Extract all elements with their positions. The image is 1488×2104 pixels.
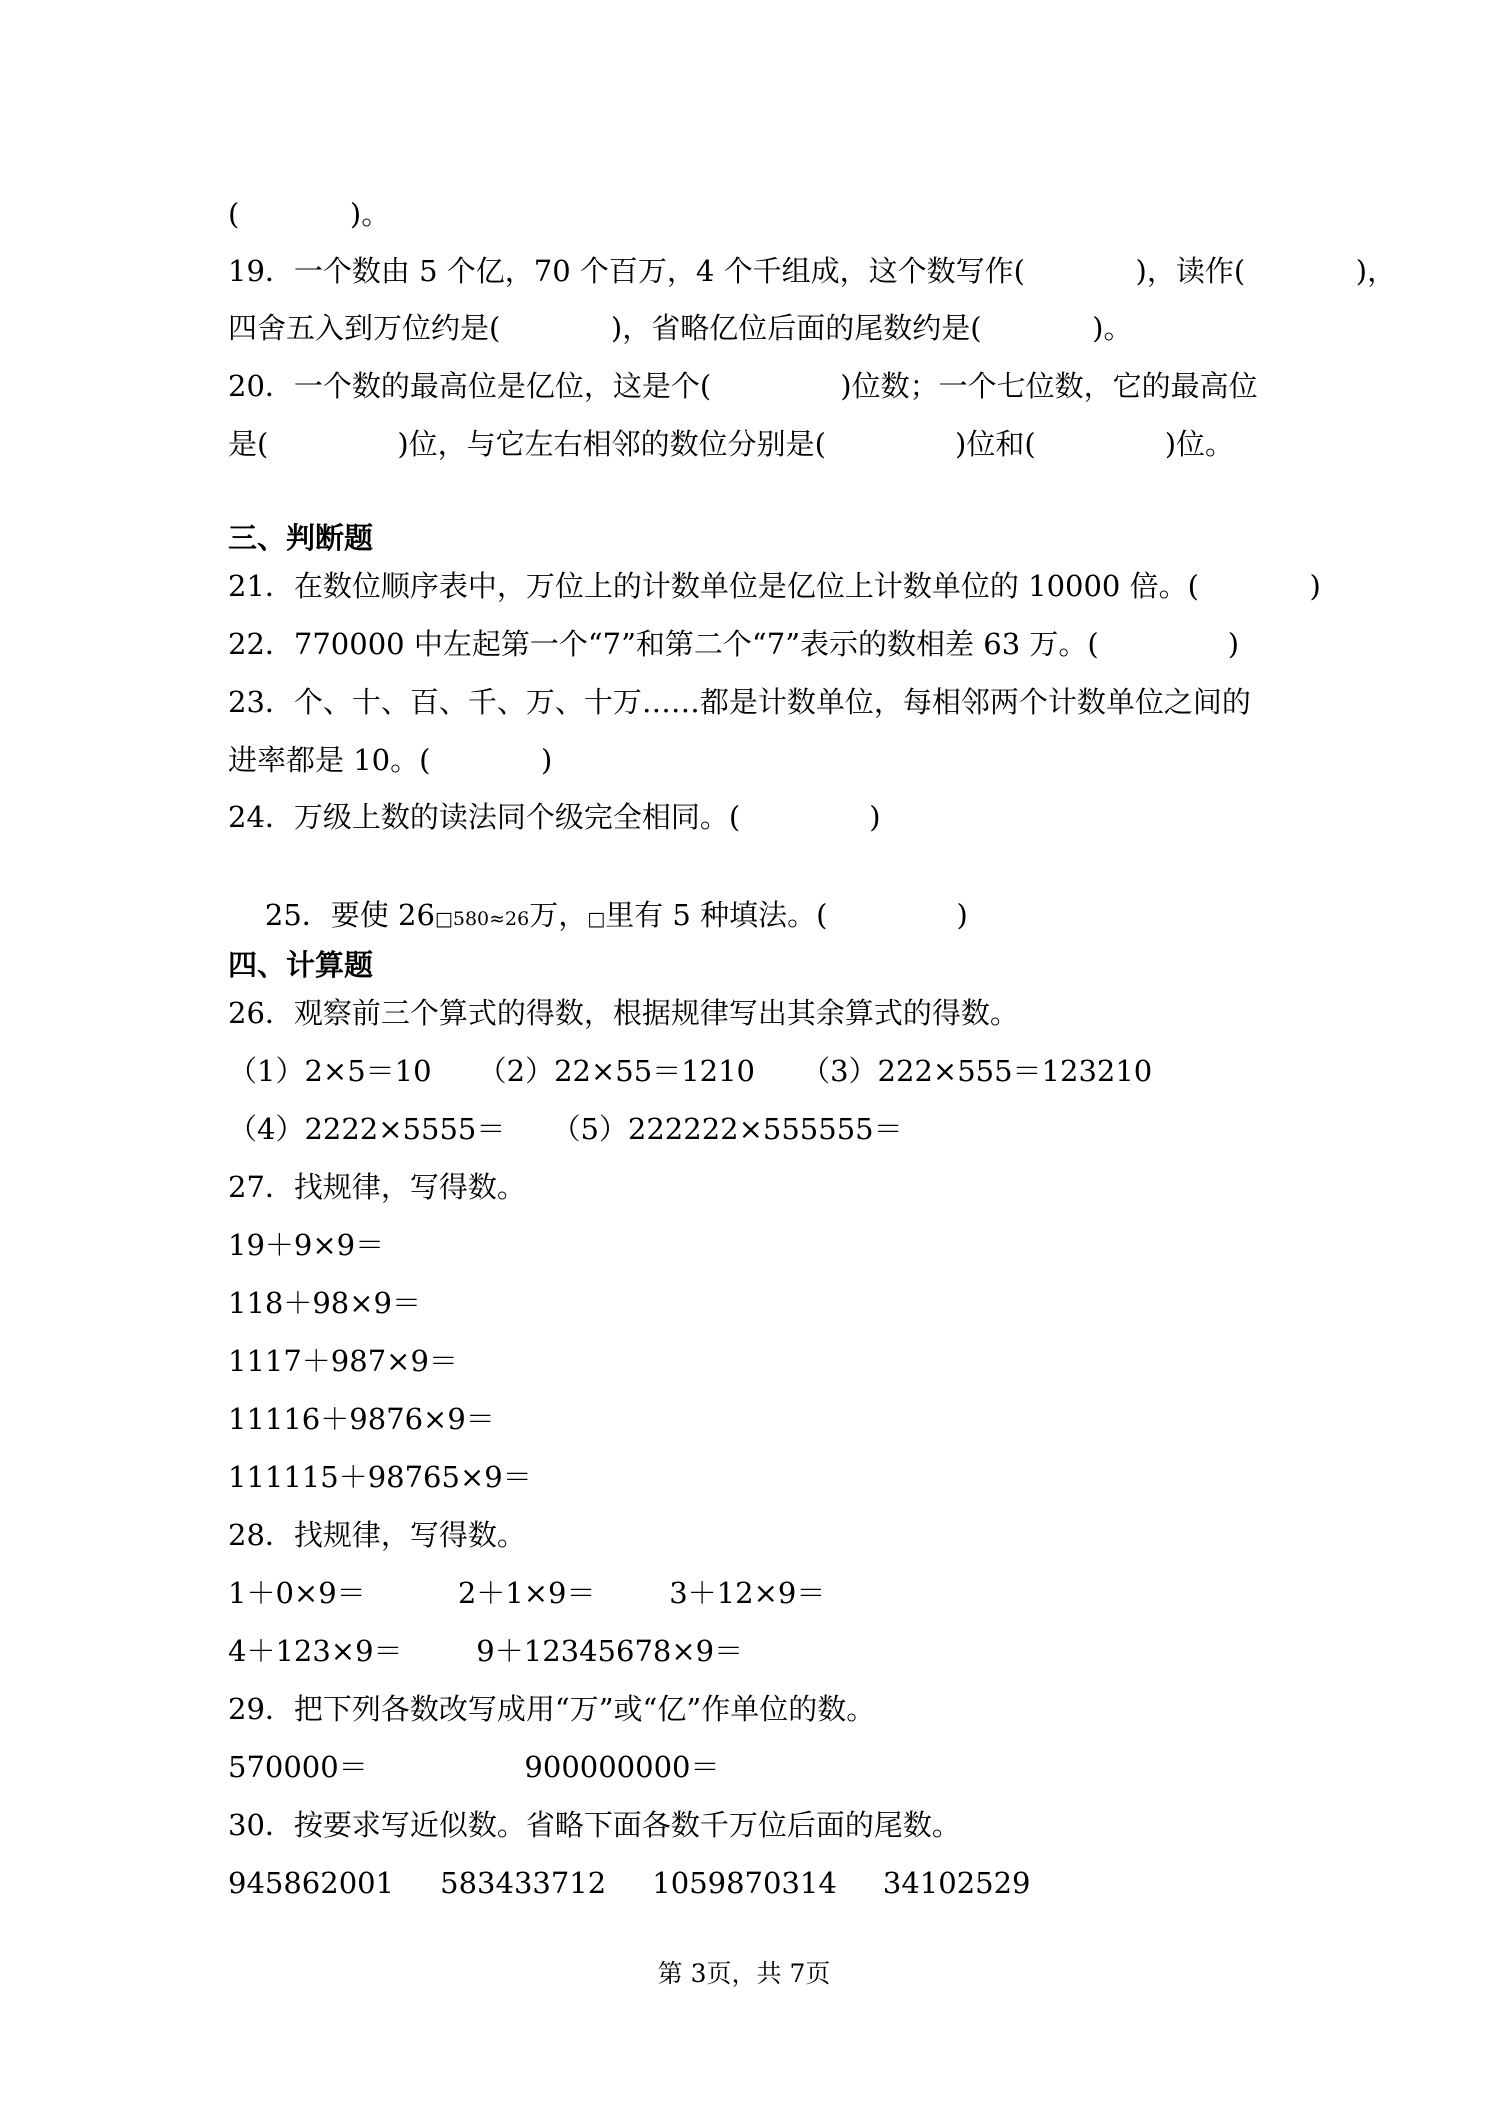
section-heading-calculation: 四、计算题 <box>228 948 374 982</box>
q26-row-1: （1）2×5＝10 （2）22×55＝1210 （3）222×555＝123210 <box>228 1054 1153 1088</box>
q18-continuation: ( )。 <box>228 197 391 231</box>
q25-suffix: 里有 5 种填法。( ) <box>605 898 968 932</box>
q28: 28．找规律，写得数。 <box>228 1518 526 1552</box>
q22: 22．770000 中左起第一个“7”和第二个“7”表示的数相差 63 万。( ) <box>228 627 1240 661</box>
q26: 26．观察前三个算式的得数，根据规律写出其余算式的得数。 <box>228 996 1019 1030</box>
q19-line-2: 四舍五入到万位约是( )，省略亿位后面的尾数约是( )。 <box>228 311 1133 345</box>
q23-line-1: 23．个、十、百、千、万、十万……都是计数单位，每相邻两个计数单位之间的 <box>228 685 1251 719</box>
q20-line-2: 是( )位，与它左右相邻的数位分别是( )位和( )位。 <box>228 427 1235 461</box>
q29-row: 570000＝ 900000000＝ <box>228 1750 720 1784</box>
q25-approx: 580≈26 <box>452 908 530 930</box>
q29: 29．把下列各数改写成用“万”或“亿”作单位的数。 <box>228 1692 876 1726</box>
blank-box-icon: □ <box>587 908 606 930</box>
q26-row-2: （4）2222×5555＝ （5）222222×555555＝ <box>228 1112 903 1146</box>
q25-prefix: 25．要使 26 <box>264 898 435 932</box>
q25-unit: 万， <box>529 898 588 932</box>
page-footer: 第 3页，共 7页 <box>657 1959 831 1988</box>
q27-expr-3: 1117＋987×9＝ <box>228 1344 458 1378</box>
q27: 27．找规律，写得数。 <box>228 1170 526 1204</box>
q30-numbers: 945862001 583433712 1059870314 34102529 <box>228 1866 1031 1900</box>
q20-line-1: 20．一个数的最高位是亿位，这是个( )位数；一个七位数，它的最高位 <box>228 369 1258 403</box>
q24: 24．万级上数的读法同个级完全相同。( ) <box>228 800 881 834</box>
q23-line-2: 进率都是 10。( ) <box>228 743 553 777</box>
q21: 21．在数位顺序表中，万位上的计数单位是亿位上计数单位的 10000 倍。( ) <box>228 569 1321 603</box>
q30: 30．按要求写近似数。省略下面各数千万位后面的尾数。 <box>228 1808 961 1842</box>
q19-line-1: 19．一个数由 5 个亿，70 个百万，4 个千组成，这个数写作( )，读作( )， <box>228 254 1397 288</box>
q27-expr-4: 11116＋9876×9＝ <box>228 1402 495 1436</box>
q27-expr-2: 118＋98×9＝ <box>228 1286 422 1320</box>
section-heading-true-false: 三、判断题 <box>228 521 374 555</box>
blank-box-icon: □ <box>434 908 453 930</box>
q28-row-1: 1＋0×9＝ 2＋1×9＝ 3＋12×9＝ <box>228 1576 826 1610</box>
q27-expr-5: 111115＋98765×9＝ <box>228 1460 532 1494</box>
q27-expr-1: 19＋9×9＝ <box>228 1228 385 1262</box>
q28-row-2: 4＋123×9＝ 9＋12345678×9＝ <box>228 1634 744 1668</box>
